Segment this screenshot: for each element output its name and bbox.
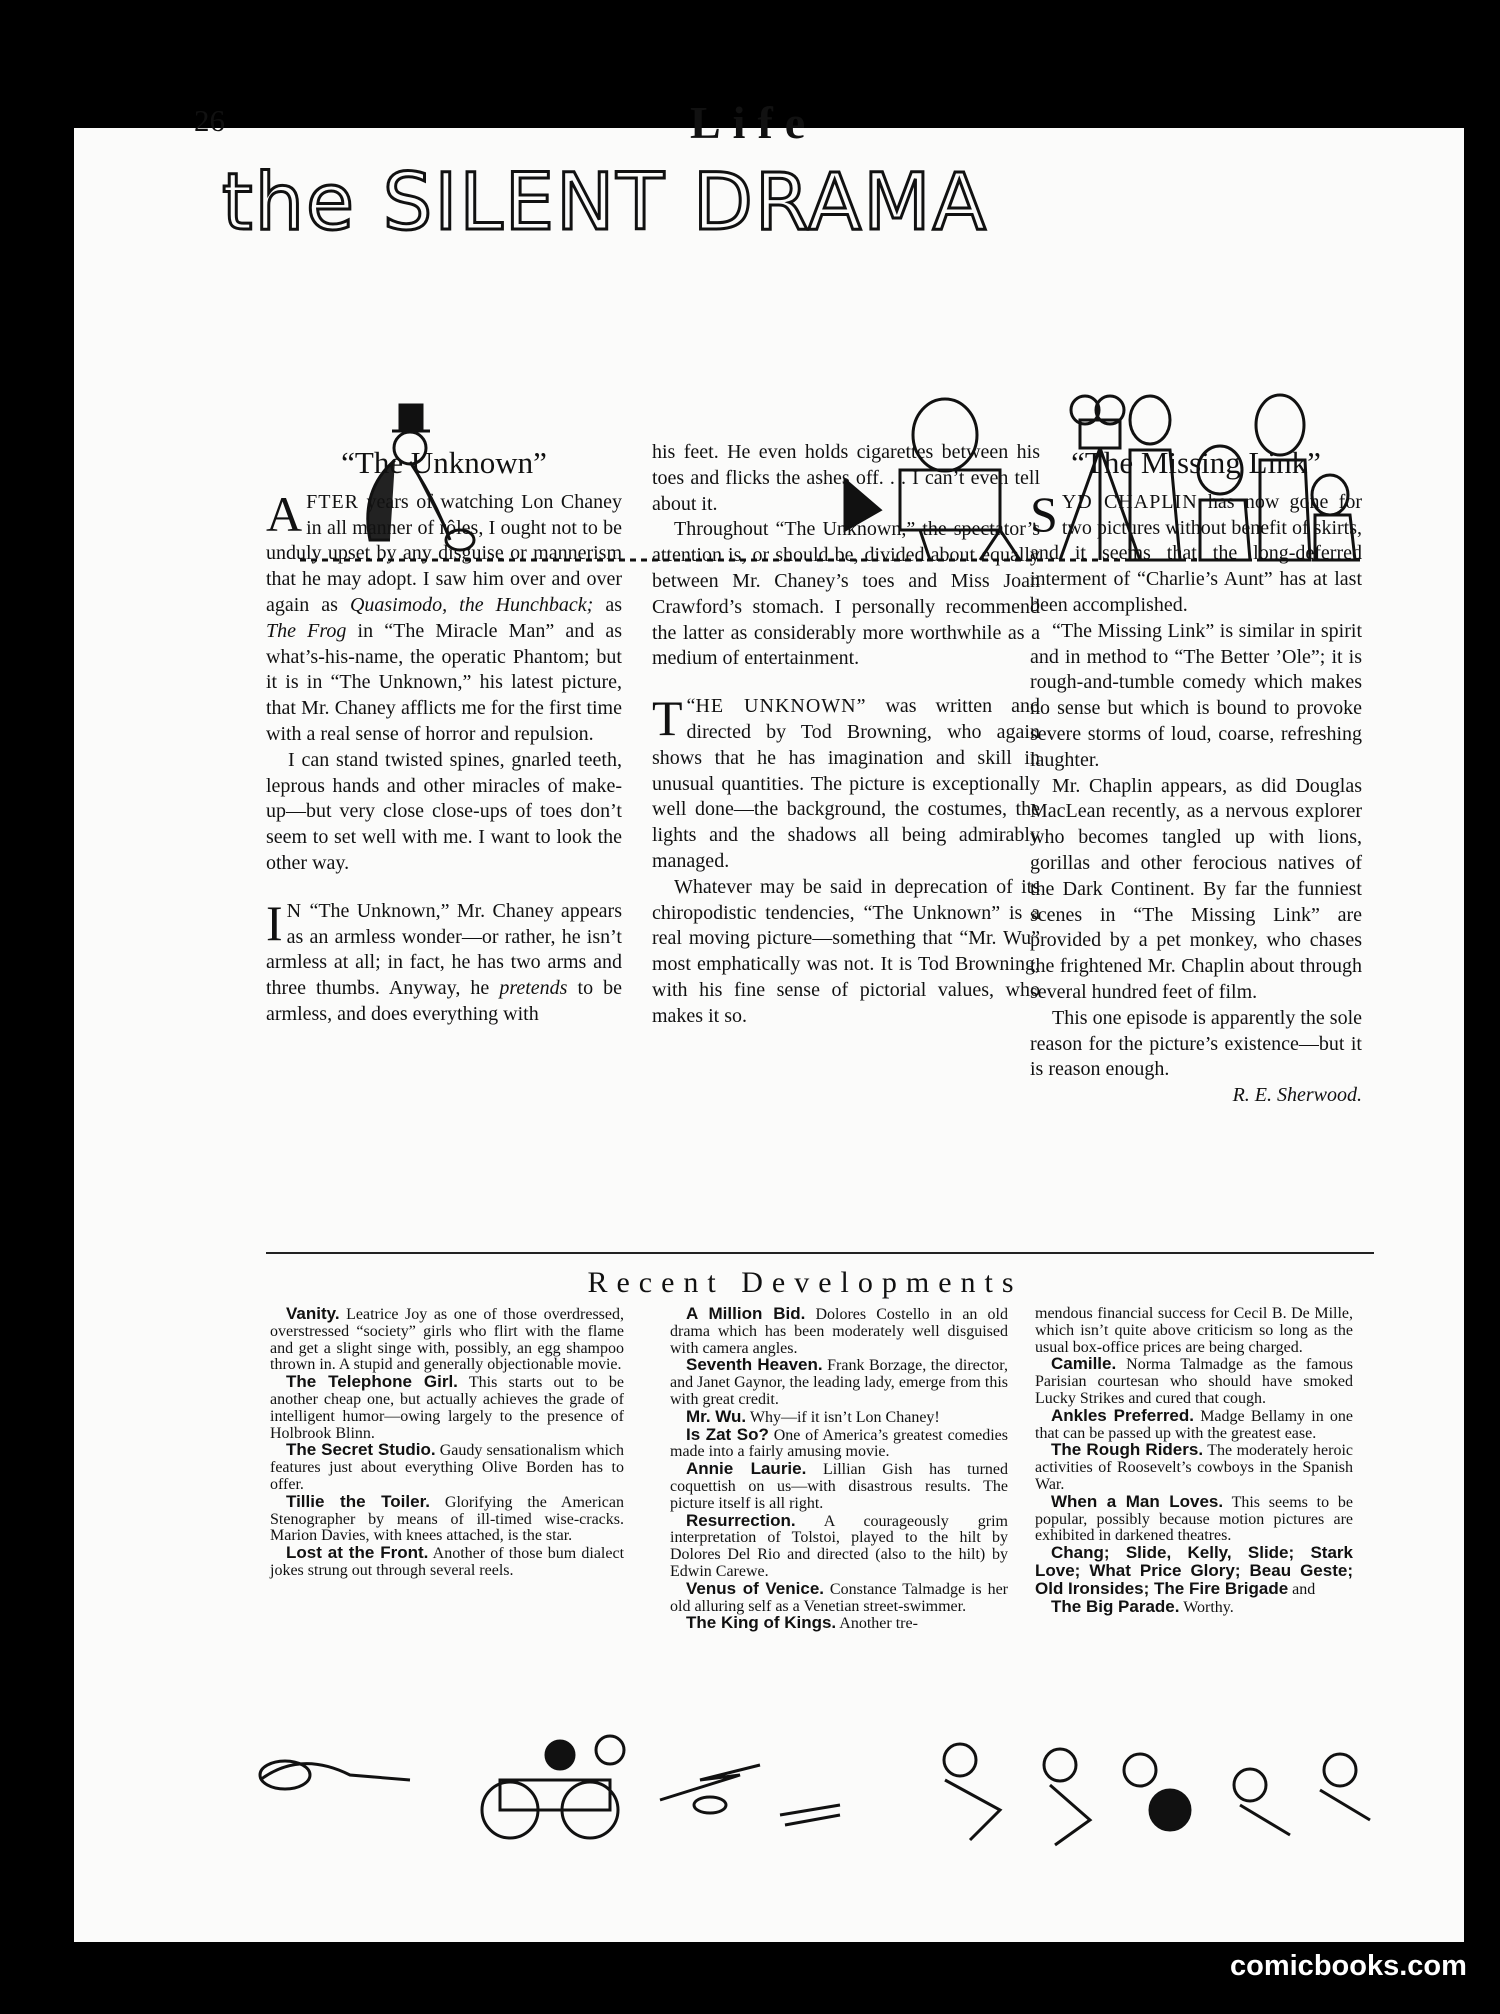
recent-entry — [670, 1306, 1008, 1357]
review-paragraph: his feet. He even holds cigarettes between his toes and flicks the ashes off. . . I can’t even tell about it. — [652, 441, 1040, 515]
film-title: Camille. — [1051, 1354, 1117, 1374]
recent-entry — [670, 1461, 1008, 1512]
film-comment: Another of those bum dialect jokes strung out through several reels. — [270, 1545, 625, 1579]
film-comment: Another tre- — [836, 1615, 918, 1633]
film-title: The Secret Studio. — [286, 1440, 436, 1460]
review-title-unknown: “The Unknown” — [341, 445, 547, 480]
film-title: Venus of Venice. — [686, 1578, 825, 1598]
film-title: A Million Bid. — [686, 1304, 806, 1323]
film-title: Ankles Preferred. — [1051, 1405, 1194, 1425]
review-paragraph: This one episode is apparently the sole reason for the picture’s existence—but it is reason enough. — [1030, 1006, 1362, 1081]
recent-entry — [670, 1615, 1008, 1633]
recent-column-1 — [270, 1306, 624, 1580]
film-title: The Big Parade. — [1051, 1596, 1180, 1616]
film-comment: Glorifying the American Stenographer by means of ill-timed wise-cracks. Marion Davies, with knees attached, is the star. — [270, 1493, 624, 1545]
recent-entry — [1035, 1405, 1353, 1443]
film-title: Seventh Heaven. — [686, 1355, 823, 1375]
review-unknown-column-1 — [266, 445, 623, 1028]
film-title: Lost at the Front. — [286, 1543, 429, 1563]
section-divider — [266, 1252, 1374, 1254]
review-paragraph: AFTER years of watching Lon Chaney in all manner of rôles, I ought not to be unduly upset by any disguise or mannerism that he may adopt. I saw him over and over again as Quasimodo, the Hunchback; as The Frog in “The Miracle Man” and as what’s-his-name, the operatic Phantom; but it is in “The Unknown,” his latest picture, that Mr. Chaney afflicts me for the first time with a real sense of horror and repulsion. — [266, 485, 622, 745]
recent-entry — [670, 1578, 1009, 1616]
review-paragraph: “ T HE UNKNOWN” was written and directed by Tod Browning, who again shows that he has imagination and skill in unusual quantities. The picture is exceptionally well done—the background, the costumes, the lights and the shadows all being admirably managed. — [652, 690, 1040, 872]
film-comment: This seems to be popular, possibly because motion pictures are exhibited in darkened theatres. — [1035, 1493, 1354, 1545]
recent-entry — [670, 1510, 1008, 1581]
film-comment: The moderately heroic activities of Roosevelt’s cowboys in the Spanish War. — [1035, 1442, 1353, 1493]
review-paragraph: “The Missing Link” is similar in spirit and in method to “The Better ’Ole”; it is rough-and-tumble comedy which makes no sense but which is bound to provoke severe storms of loud, coarse, refreshing laughter. — [1030, 619, 1362, 771]
film-title: Vanity. — [286, 1304, 340, 1323]
film-comment: and — [1288, 1580, 1316, 1598]
film-comment: Dolores Costello in an old drama which has been moderately well disguised with camera angles. — [670, 1306, 1008, 1357]
recent-column-3 — [1035, 1306, 1353, 1616]
review-paragraph: Mr. Chaplin appears, as did Douglas MacLean recently, as a nervous explorer who becomes tangled up with lions, gorillas and other ferocious natives of the Dark Continent. By far the funniest scenes in “The Missing Link” are provided by a pet monkey, who chases the frightened Mr. Chaplin about through several hundred feet of film. — [1030, 774, 1362, 1003]
recent-entry — [270, 1306, 624, 1374]
page-number: 26 — [194, 103, 225, 138]
film-comment: Lillian Gish has turned coquettish on us—with disastrous results. The picture itself is all right. — [670, 1461, 1009, 1512]
film-comment: Worthy. — [1179, 1598, 1234, 1616]
review-paragraph: SYD CHAPLIN has now gone for two pictures without benefit of skirts, and it seems that the long-deferred interment of “Charlie’s Aunt” has at last been accomplished. — [1030, 485, 1362, 616]
recent-entry — [1035, 1491, 1354, 1545]
review-paragraph: Whatever may be said in deprecation of its chiropodistic tendencies, “The Unknown” is a real moving picture—something that “Mr. Wu” most emphatically was not. It is Tod Browning, with his fine sense of pictorial values, who makes it so. — [652, 875, 1040, 1027]
film-comment: One of America’s greatest comedies made into a fairly amusing movie. — [670, 1426, 1008, 1461]
watermark: comicbooks.com — [1230, 1950, 1467, 1982]
recent-entry — [270, 1545, 624, 1580]
review-unknown-column-2 — [652, 440, 1040, 1030]
film-comment: This starts out to be another cheap one, but actually achieves the grade of intelligent humor—owing largely to the presence of Holbrook Blinn. — [270, 1374, 624, 1442]
recent-entry — [270, 1491, 624, 1545]
recent-entry — [270, 1442, 624, 1493]
review-missing-link-column — [1030, 445, 1362, 1109]
recent-entry — [670, 1424, 1008, 1462]
film-comment: Frank Borzage, the director, and Janet Gaynor, the leading lady, emerge from this with great credit. — [670, 1357, 1008, 1408]
film-title: Resurrection. — [686, 1510, 796, 1530]
recent-entry — [270, 1374, 624, 1442]
film-comment: Constance Talmadge is her old alluring self as a Venetian street-swimmer. — [670, 1580, 1009, 1615]
footer-cartoon-strip — [240, 1720, 1420, 1860]
author-signature: R. E. Sherwood. — [1232, 1084, 1362, 1107]
recent-entry — [1035, 1442, 1353, 1493]
review-paragraph: I N “The Unknown,” Mr. Chaney appears as an armless wonder—or rather, he isn’t armless at all; in fact, he has two arms and three thumbs. Anyway, he pretends to be armless, and does everything with — [266, 894, 623, 1025]
film-title: Tillie the Toiler. — [286, 1491, 430, 1511]
film-comment: A courageously grim interpretation of Tolstoi, played to the hilt by Dolores Del Rio and directed (also to the hilt) by Edwin Carewe. — [670, 1512, 1008, 1580]
recent-developments-heading: Recent Developments — [587, 1266, 1023, 1299]
drop-cap: I — [266, 894, 283, 951]
film-title: The King of Kings. — [686, 1613, 837, 1633]
film-title: Is Zat So? — [686, 1424, 769, 1444]
film-title: The Telephone Girl. — [286, 1372, 458, 1392]
recent-entry — [1035, 1596, 1353, 1617]
film-comment: Why—if it isn’t Lon Chaney! — [746, 1408, 940, 1426]
film-comment: Gaudy sensationalism which features just about everything Olive Borden has to offer. — [270, 1442, 624, 1493]
recent-column-2 — [670, 1306, 1008, 1633]
film-comment: Leatrice Joy as one of those overdressed, overstressed “society” girls who flirt with the flame and get a slight singe with, possibly, an egg shampoo thrown in. A stupid and generally objectionable movie. — [270, 1306, 624, 1374]
review-title-missing-link: “The Missing Link” — [1071, 445, 1321, 480]
film-title: Mr. Wu. — [686, 1406, 747, 1426]
recent-entry — [1035, 1545, 1353, 1598]
film-title: Annie Laurie. — [686, 1459, 807, 1479]
film-title: Chang; Slide, Kelly, Slide; Stark Love; What Price Glory; Beau Geste; Old Ironsides; The Fire Brigade — [1035, 1543, 1353, 1598]
film-title: When a Man Loves. — [1051, 1491, 1224, 1511]
masthead: Life — [690, 97, 818, 148]
review-paragraph: I can stand twisted spines, gnarled teeth, leprous hands and other miracles of make-up—but very close close-ups of toes don’t seem to set well with me. I want to look the other way. — [266, 748, 622, 874]
film-comment: Madge Bellamy in one that can be passed up with the greatest ease. — [1035, 1407, 1353, 1442]
recent-entry — [1035, 1356, 1353, 1407]
review-paragraph: Throughout “The Unknown,” the spectator’s attention is, or should be, divided about equally between Mr. Chaney’s toes and Miss Joan Crawford’s stomach. I personally recommend the latter as considerably more worthwhile as a medium of entertainment. — [652, 518, 1040, 670]
recent-entry — [670, 1357, 1008, 1408]
drop-cap: A — [266, 485, 303, 542]
drop-cap: T — [652, 690, 683, 747]
section-headline: the SILENT DRAMA — [222, 158, 988, 248]
film-comment: Norma Talmadge as the famous Parisian courtesan who should have smoked Lucky Strikes and cured that cough. — [1035, 1356, 1353, 1407]
film-title: The Rough Riders. — [1051, 1440, 1204, 1460]
drop-cap: S — [1030, 485, 1058, 542]
recent-continuation: mendous financial success for Cecil B. De Mille, which isn’t quite above criticism so long as the usual box-office prices are being charged. — [1035, 1305, 1353, 1356]
